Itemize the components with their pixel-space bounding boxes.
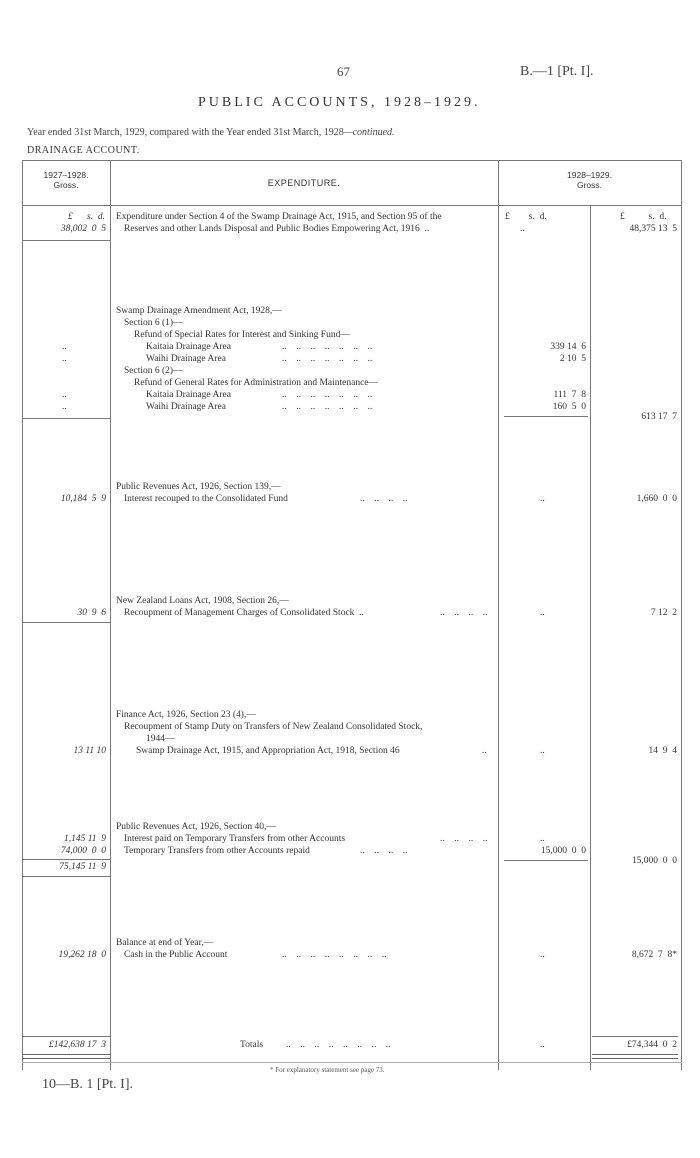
detail-amount: .. bbox=[540, 608, 545, 618]
total-amount: 1,660 0 0 bbox=[636, 494, 677, 504]
table-header-rule bbox=[22, 205, 682, 206]
expenditure-line: Expenditure under Section 4 of the Swamp Drainage Act, 1915, and Section 95 of the bbox=[116, 212, 442, 222]
column-divider bbox=[590, 205, 591, 1070]
leader-dots: .. .. .. .. bbox=[440, 834, 488, 844]
leader-dots: .. .. .. .. .. .. .. bbox=[282, 402, 373, 412]
table-top-rule bbox=[22, 160, 682, 161]
footer-reference: 10—B. 1 [Pt. I]. bbox=[42, 1077, 133, 1092]
expenditure-line: Temporary Transfers from other Accounts repaid bbox=[124, 846, 310, 856]
expenditure-line: Reserves and other Lands Disposal and Public Bodies Empowering Act, 1916 .. bbox=[124, 224, 430, 234]
totals-label: Totals bbox=[240, 1040, 264, 1050]
page-number: 67 bbox=[337, 64, 350, 79]
detail-amount: 15,000 0 0 bbox=[540, 846, 586, 856]
unit-labels-detail: £ s. d. bbox=[505, 212, 547, 222]
prev-dots: .. bbox=[62, 402, 67, 412]
detail-amount: 160 5 0 bbox=[552, 402, 586, 412]
leader-dots: .. .. .. .. .. .. .. .. bbox=[282, 950, 387, 960]
section-line: Refund of General Rates for Administration and Maintenance— bbox=[134, 378, 379, 388]
total-amount: 14 9 4 bbox=[648, 746, 677, 756]
subtotal-rule bbox=[22, 859, 110, 860]
prev-amount: 38,002 0 5 bbox=[60, 224, 106, 234]
total-amount: 48,375 13 5 bbox=[629, 224, 677, 234]
section-line: Section 6 (1)— bbox=[124, 318, 183, 328]
totals-double-rule bbox=[22, 1054, 110, 1059]
expenditure-line: Recoupment of Stamp Duty on Transfers of New Zealand Consolidated Stock, bbox=[124, 722, 423, 732]
row-rule bbox=[22, 240, 110, 241]
prev-year-header: 1927–1928. Gross. bbox=[43, 170, 89, 190]
prev-amount: 1,145 11 9 bbox=[63, 834, 106, 844]
item-line: Waihi Drainage Area bbox=[146, 402, 226, 412]
column-divider bbox=[22, 160, 23, 1070]
total-amount: 613 17 7 bbox=[641, 412, 677, 422]
totals-top-rule bbox=[22, 1036, 110, 1037]
prev-amount: 74,000 0 0 bbox=[60, 846, 106, 856]
item-line: Waihi Drainage Area bbox=[146, 354, 226, 364]
total-amount: 8,672 7 8* bbox=[631, 950, 677, 960]
leader-dots: .. .. .. .. .. .. .. bbox=[282, 390, 373, 400]
subtotal-rule bbox=[504, 860, 588, 861]
row-rule bbox=[22, 622, 110, 623]
prev-dots: .. bbox=[62, 342, 67, 352]
leader-dots: .. .. .. .. .. .. .. .. bbox=[286, 1040, 391, 1050]
footnote: * For explanatory statement see page 73. bbox=[270, 1066, 385, 1074]
detail-amount: .. bbox=[540, 494, 545, 504]
grand-total: £74,344 0 2 bbox=[627, 1040, 677, 1050]
detail-amount: .. bbox=[540, 746, 545, 756]
detail-amount: 2 10 5 bbox=[559, 354, 586, 364]
column-divider bbox=[681, 160, 682, 1070]
page-subtitle: Year ended 31st March, 1929, compared with the Year ended 31st March, 1928—continued. bbox=[27, 127, 395, 138]
expenditure-line: Recoupment of Management Charges of Consolidated Stock .. bbox=[124, 608, 364, 618]
leader-dots: .. .. .. .. bbox=[440, 608, 488, 618]
total-amount: 7 12 2 bbox=[650, 608, 677, 618]
expenditure-line: 1944— bbox=[146, 734, 175, 744]
leader-dots: .. .. .. .. bbox=[360, 846, 408, 856]
expenditure-line: Interest recouped to the Consolidated Fund bbox=[124, 494, 288, 504]
expenditure-heading: Finance Act, 1926, Section 23 (4),— bbox=[116, 710, 256, 720]
unit-labels-total: £ s. d. bbox=[620, 212, 667, 222]
leader-dots: .. .. .. .. .. .. .. bbox=[282, 354, 373, 364]
unit-labels-prev: £ s. d. bbox=[68, 212, 105, 222]
detail-amount: .. bbox=[540, 950, 545, 960]
account-name: DRAINAGE ACCOUNT. bbox=[27, 145, 140, 156]
expenditure-line: Cash in the Public Account bbox=[124, 950, 228, 960]
subtotal-rule bbox=[504, 416, 588, 417]
column-divider bbox=[498, 160, 499, 1070]
detail-amount: .. bbox=[540, 834, 545, 844]
leader-dots: .. .. .. .. bbox=[360, 494, 408, 504]
expenditure-heading: New Zealand Loans Act, 1908, Section 26,— bbox=[116, 596, 289, 606]
column-divider bbox=[110, 160, 111, 1070]
row-rule bbox=[22, 876, 110, 877]
leader-dots: .. bbox=[482, 746, 487, 756]
expenditure-heading: Balance at end of Year,— bbox=[116, 938, 214, 948]
document-reference: B.—1 [Pt. I]. bbox=[520, 64, 594, 79]
detail-amount: .. bbox=[540, 1040, 545, 1050]
prev-dots: .. bbox=[62, 390, 67, 400]
prev-subtotal: 75,145 11 9 bbox=[59, 862, 106, 872]
expenditure-heading: Public Revenues Act, 1926, Section 40,— bbox=[116, 822, 276, 832]
leader-dots: .. .. .. .. .. .. .. bbox=[282, 342, 373, 352]
section-line: Refund of Special Rates for Interest and Sinking Fund— bbox=[134, 330, 350, 340]
totals-double-rule bbox=[592, 1054, 678, 1059]
expenditure-header: EXPENDITURE. bbox=[267, 178, 341, 188]
row-rule bbox=[22, 418, 110, 419]
expenditure-line: Swamp Drainage Act, 1915, and Appropriation Act, 1918, Section 46 bbox=[136, 746, 400, 756]
detail-amount: 339 14 6 bbox=[550, 342, 586, 352]
prev-amount: 19,262 18 0 bbox=[58, 950, 106, 960]
total-amount: 15,000 0 0 bbox=[631, 856, 677, 866]
expenditure-line: Interest paid on Temporary Transfers from other Accounts bbox=[124, 834, 346, 844]
prev-grand-total: £142,638 17 3 bbox=[49, 1040, 106, 1050]
prev-amount: 13 11 10 bbox=[73, 746, 106, 756]
expenditure-heading: Swamp Drainage Amendment Act, 1928,— bbox=[116, 306, 282, 316]
item-line: Kaitaia Drainage Area bbox=[146, 390, 231, 400]
prev-amount: 10,184 5 9 bbox=[60, 494, 106, 504]
section-line: Section 6 (2)— bbox=[124, 366, 183, 376]
item-line: Kaitaia Drainage Area bbox=[146, 342, 231, 352]
totals-top-rule bbox=[592, 1036, 678, 1037]
page-title: PUBLIC ACCOUNTS, 1928–1929. bbox=[198, 95, 481, 110]
detail-amount: 111 7 8 bbox=[553, 390, 586, 400]
table-bottom-rule bbox=[22, 1062, 682, 1063]
detail-amount: .. bbox=[520, 224, 525, 234]
expenditure-heading: Public Revenues Act, 1926, Section 139,— bbox=[116, 482, 281, 492]
prev-dots: .. bbox=[62, 354, 67, 364]
curr-year-header: 1928–1929. Gross. bbox=[567, 170, 612, 190]
prev-amount: 30 9 6 bbox=[77, 608, 106, 618]
